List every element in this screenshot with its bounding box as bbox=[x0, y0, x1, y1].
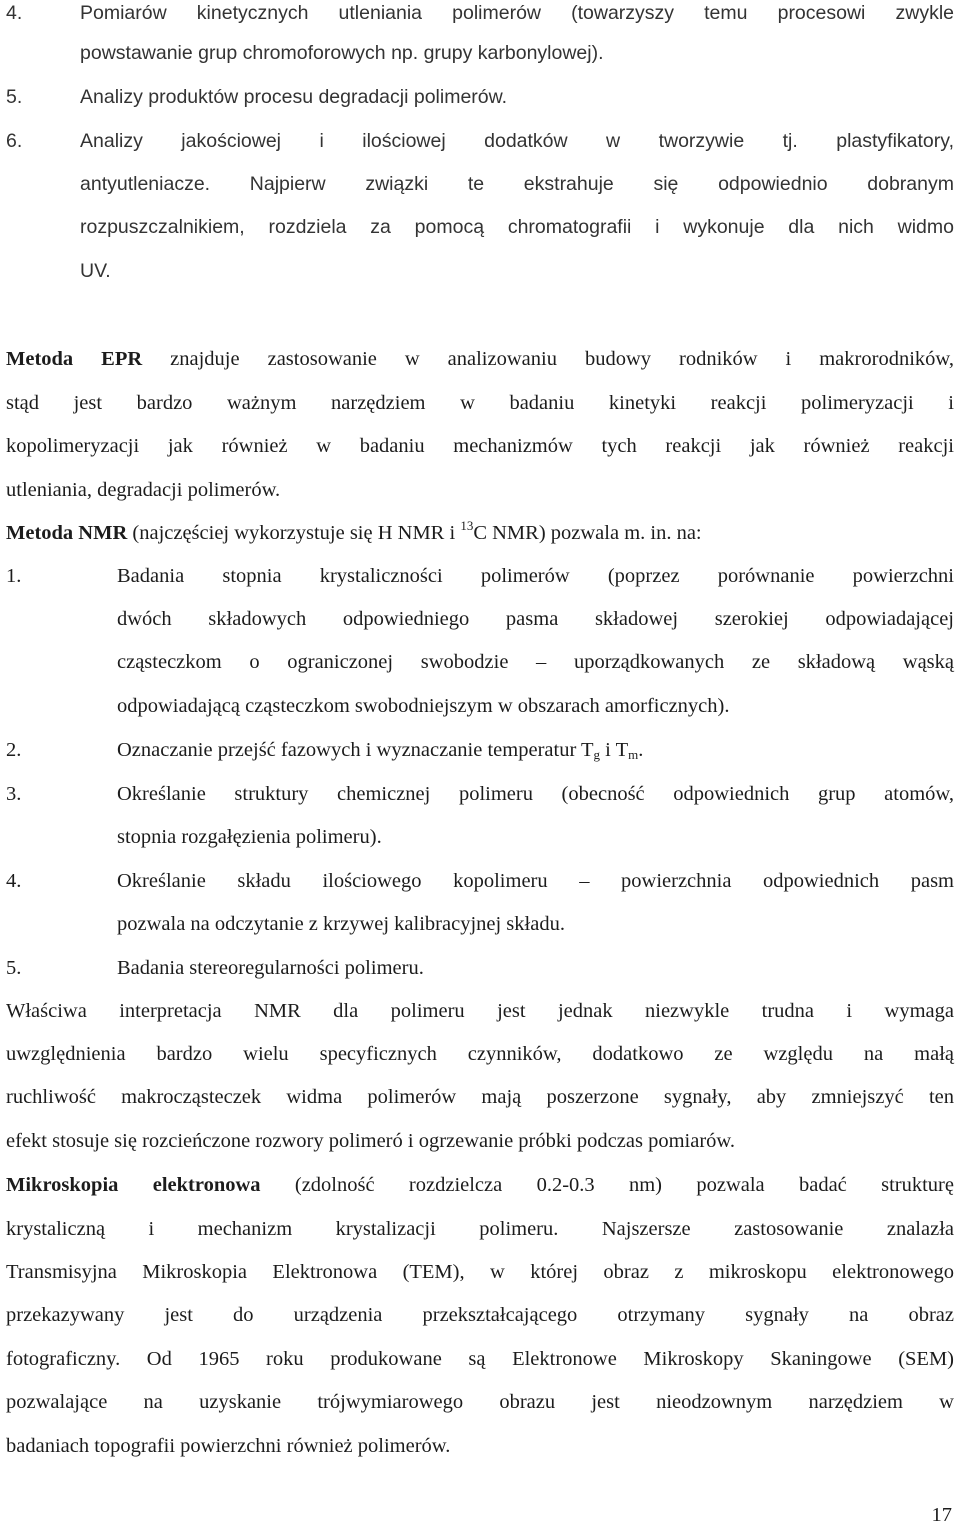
epr-paragraph-line-2: stąd jest bardzo ważnym narzędziem w badaniu kinetyki reakcji polimeryzacji i bbox=[6, 392, 954, 414]
micro-line-1 bbox=[6, 1172, 954, 1198]
nmr-item-3-line-1: Określanie struktury chemicznej polimeru (obecność odpowiednich grup atomów, bbox=[117, 783, 954, 805]
list-item-5-line-1: Analizy produktów procesu degradacji polimerów. bbox=[80, 86, 508, 108]
subscript-m: m bbox=[628, 747, 639, 762]
micro-line-6: pozwalające na uzyskanie trójwymiarowego obrazu jest nieodzownym narzędziem w bbox=[6, 1391, 954, 1413]
list-number: 2. bbox=[6, 739, 22, 761]
page-number: 17 bbox=[931, 1504, 952, 1526]
nmr-text: C NMR) pozwala m. in. na: bbox=[473, 522, 702, 544]
micro-heading: Mikroskopia elektronowa bbox=[6, 1174, 261, 1196]
nmr-item-4-line-1: Określanie składu ilościowego kopolimeru – powierzchnia odpowiednich pasm bbox=[117, 870, 954, 892]
list-item-6-line-3: rozpuszczalnikiem, rozdziela za pomocą chromatografii i wykonuje dla nich widmo bbox=[80, 216, 954, 238]
nmr-item-2-text: Oznaczanie przejść fazowych i wyznaczanie temperatur T bbox=[117, 739, 594, 761]
nmr-item-2-text: i T bbox=[600, 739, 629, 761]
subscript-g: g bbox=[593, 747, 601, 762]
micro-line-2: krystaliczną i mechanizm krystalizacji polimeru. Najszersze zastosowanie znalazła bbox=[6, 1218, 954, 1240]
micro-text: (zdolność rozdzielcza 0.2-0.3 nm) pozwala badać strukturę bbox=[260, 1174, 954, 1196]
list-number: 4. bbox=[6, 2, 23, 24]
nmr-superscript: 13 bbox=[460, 518, 474, 533]
interp-line-3: ruchliwość makrocząsteczek widma polimerów mają poszerzone sygnały, aby zmniejszyć ten bbox=[6, 1086, 954, 1108]
list-number: 6. bbox=[6, 130, 23, 152]
list-item-6-line-2: antyutleniacze. Najpierw związki te ekstrahuje się odpowiednio dobranym bbox=[80, 173, 954, 195]
list-item-6-line-1: Analizy jakościowej i ilościowej dodatków w tworzywie tj. plastyfikatory, bbox=[80, 130, 954, 152]
nmr-item-2-text: . bbox=[638, 739, 644, 761]
list-number: 5. bbox=[6, 957, 22, 979]
nmr-item-1-line-2: dwóch składowych odpowiedniego pasma składowej szerokiej odpowiadającej bbox=[117, 608, 954, 630]
list-number: 1. bbox=[6, 565, 22, 587]
nmr-item-1-line-4: odpowiadającą cząsteczkom swobodniejszym w obszarach amorficznych). bbox=[117, 695, 730, 717]
epr-paragraph-line-1 bbox=[6, 346, 954, 372]
nmr-intro-line bbox=[6, 520, 954, 546]
epr-paragraph-line-3: kopolimeryzacji jak również w badaniu mechanizmów tych reakcji jak również reakcji bbox=[6, 435, 954, 457]
list-number: 3. bbox=[6, 783, 22, 805]
interp-line-2: uwzględnienia bardzo wielu specyficznych czynników, dodatkowo ze względu na małą bbox=[6, 1043, 954, 1065]
nmr-item-1-line-1: Badania stopnia krystaliczności polimerów (poprzez porównanie powierzchni bbox=[117, 565, 954, 587]
micro-line-7: badaniach topografii powierzchni również polimerów. bbox=[6, 1435, 451, 1457]
list-number: 4. bbox=[6, 870, 22, 892]
list-item-4-line-2: powstawanie grup chromoforowych np. grupy karbonylowej). bbox=[80, 42, 604, 64]
nmr-item-4-line-2: pozwala na odczytanie z krzywej kalibracyjnej składu. bbox=[117, 913, 565, 935]
nmr-item-1-line-3: cząsteczkom o ograniczonej swobodzie – uporządkowanych ze składową wąską bbox=[117, 651, 954, 673]
micro-line-3: Transmisyjna Mikroskopia Elektronowa (TEM), w której obraz z mikroskopu elektronowego bbox=[6, 1261, 954, 1283]
epr-text: znajduje zastosowanie w analizowaniu budowy rodników i makrorodników, bbox=[142, 348, 954, 370]
epr-heading: Metoda EPR bbox=[6, 348, 143, 370]
nmr-heading: Metoda NMR bbox=[6, 522, 128, 544]
nmr-item-3-line-2: stopnia rozgałęzienia polimeru). bbox=[117, 826, 382, 848]
list-item-6-line-4: UV. bbox=[80, 260, 111, 282]
list-number: 5. bbox=[6, 86, 23, 108]
list-item-4-line-1: Pomiarów kinetycznych utleniania polimerów (towarzyszy temu procesowi zwykle bbox=[80, 2, 954, 24]
nmr-item-5-line-1: Badania stereoregularności polimeru. bbox=[117, 957, 424, 979]
epr-paragraph-line-4: utleniania, degradacji polimerów. bbox=[6, 479, 281, 501]
nmr-item-2-line-1 bbox=[117, 737, 954, 763]
interp-line-4: efekt stosuje się rozcieńczone rozwory polimeró i ogrzewanie próbki podczas pomiarów. bbox=[6, 1130, 736, 1152]
nmr-text: (najczęściej wykorzystuje się H NMR i bbox=[127, 522, 461, 544]
micro-line-5: fotograficzny. Od 1965 roku produkowane są Elektronowe Mikroskopy Skaningowe (SEM) bbox=[6, 1348, 954, 1370]
micro-line-4: przekazywany jest do urządzenia przekształcającego otrzymany sygnały na obraz bbox=[6, 1304, 954, 1326]
interp-line-1: Właściwa interpretacja NMR dla polimeru jest jednak niezwykle trudna i wymaga bbox=[6, 1000, 954, 1022]
